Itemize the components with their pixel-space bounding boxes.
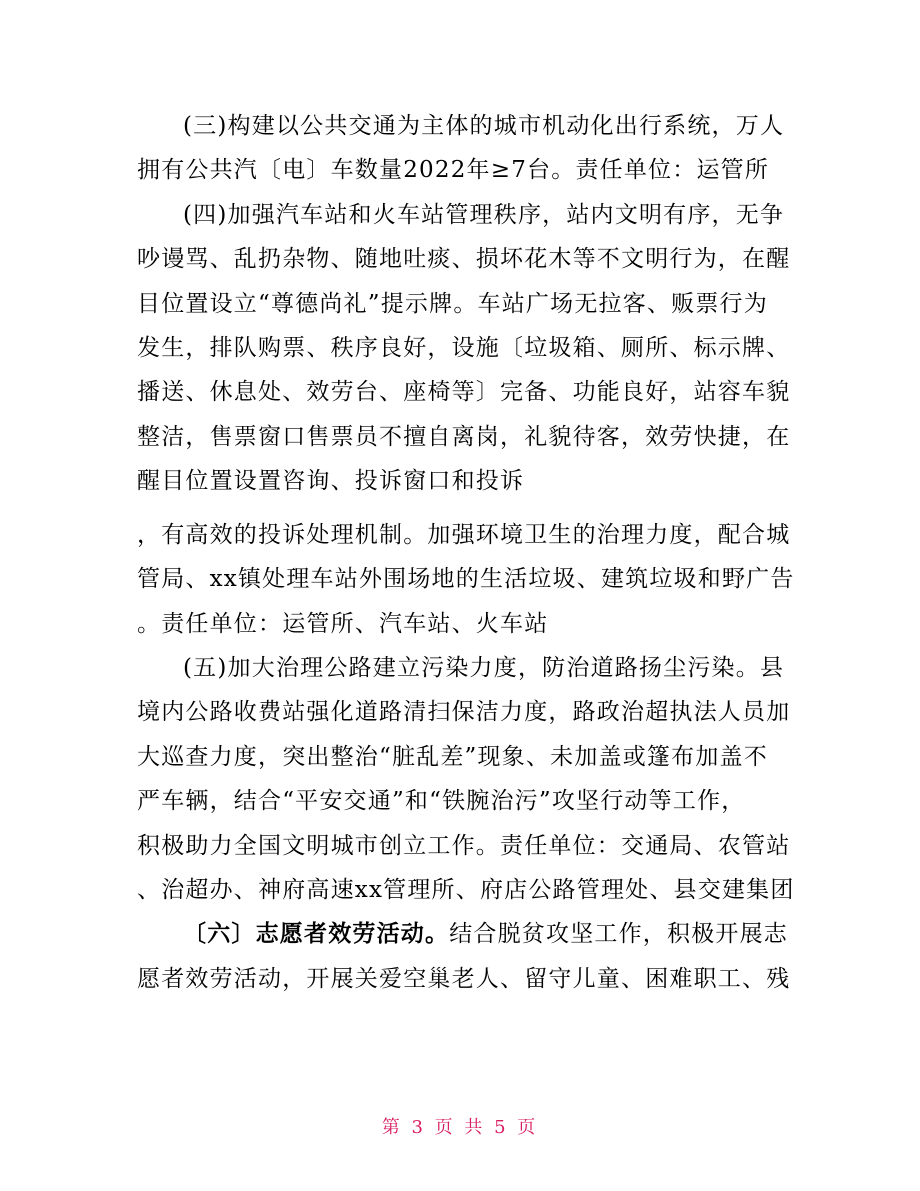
text-line: 发生，排队购票、秩序良好，设施〔垃圾箱、厕所、标示牌、 [137,335,791,361]
text-line: 目位置设立“尊德尚礼”提示牌。车站广场无拉客、贩票行为 [137,291,768,317]
section-heading: 〔六〕志愿者效劳活动。 [183,920,450,947]
page-number-footer: 第 3 页 共 5 页 [381,1117,539,1138]
text-line: 吵谩骂、乱扔杂物、随地吐痰、损坏花木等不文明行为，在醒 [137,246,791,272]
text-line: 醒目位置设置咨询、投诉窗口和投诉 [137,468,525,494]
text-line: 整洁，售票窗口售票员不擅自离岗，礼貌待客，效劳快捷，在 [137,424,791,450]
text-line: 大巡查力度，突出整治“脏乱差”现象、未加盖或篷布加盖不 [137,744,768,770]
text-line: ，有高效的投诉处理机制。加强环境卫生的治理力度，配合城 [137,522,791,548]
text-line: 积极助力全国文明城市创立工作。责任单位：交通局、农管站 [137,833,791,859]
text-line: 。责任单位：运管所、汽车站、火车站 [137,611,549,637]
text-line: 播送、休息处、效劳台、座椅等〕完备、功能良好，站容车貌 [137,379,791,405]
text-span: 结合脱贫攻坚工作，积极开展志 [449,921,789,947]
text-line: (五)加大治理公路建立污染力度，防治道路扬尘污染。县 [183,655,785,681]
text-line: 境内公路收费站强化道路清扫保洁力度，路政治超执法人员加 [137,699,791,725]
text-line: (三)构建以公共交通为主体的城市机动化出行系统，万人 [183,113,785,139]
text-line: 管局、xx镇处理车站外围场地的生活垃圾、建筑垃圾和野广告 [137,566,795,592]
text-line: 拥有公共汽〔电〕车数量2022年≥7台。责任单位：运管所 [137,157,770,183]
text-line: 愿者效劳活动，开展关爱空巢老人、留守儿童、困难职工、残 [137,966,791,992]
text-line: 严车辆，结合“平安交通”和“铁腕治污”攻坚行动等工作， [137,788,746,814]
text-line: (四)加强汽车站和火车站管理秩序，站内文明有序，无争 [183,202,785,228]
paragraph-six-first-line [183,919,788,949]
text-line: 、治超办、神府高速xx管理所、府店公路管理处、县交建集团 [137,877,795,903]
